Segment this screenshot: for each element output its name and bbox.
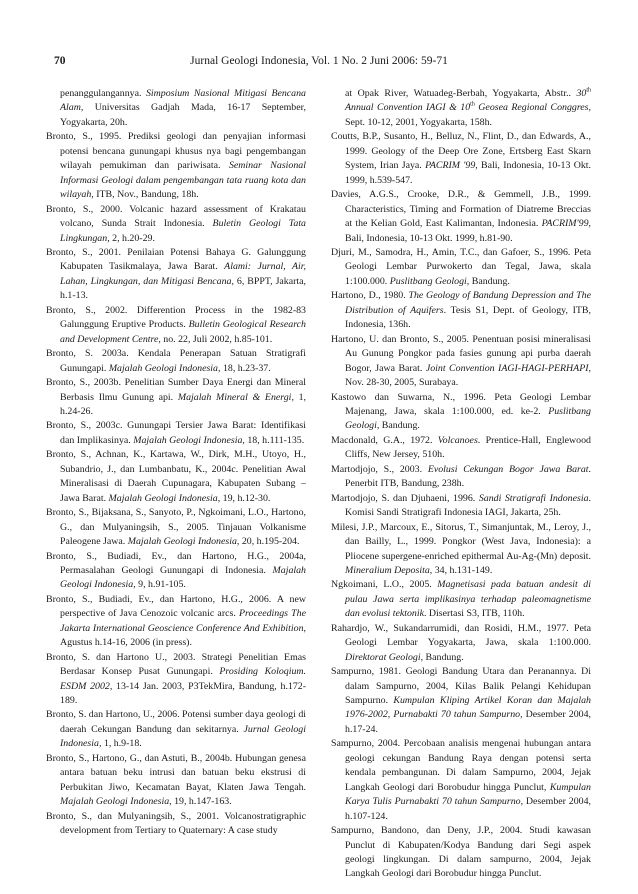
reference-text: Davies, A.G.S., Crooke, D.R., & Gemmell, J.B., 1999. Characteristics, Timing and Formation of Diatreme Breccias at the Kelian Gold, East Kalimantan, Indonesia. — [331, 189, 591, 230]
reference-entry — [46, 87, 306, 130]
reference-text: Martodjojo, S. dan Djuhaeni, 1996. — [331, 492, 479, 504]
reference-details: , 6, BPPT, Jakarta, h.1-13. — [60, 275, 306, 302]
reference-source: Evolusi Cekungan Bogor Jawa Barat — [427, 463, 589, 475]
reference-details: , Bandung. — [466, 275, 510, 287]
reference-text: Hartono, U. dan Bronto, S., 2005. Penentuan posisi mineralisasi Au Gunung Pongkor pada fasies gunung api purba daerah Bogor, Jawa Barat. — [331, 333, 591, 374]
reference-source: Magnetisasi pada batuan andesit di pulau Jawa serta implikasinya terhadap paleomagnetisme dan evolusi tektonik — [345, 579, 591, 620]
reference-entry — [46, 246, 306, 304]
reference-entry — [331, 246, 591, 289]
reference-source: Mineralium Deposita — [345, 564, 430, 576]
reference-source: Prosiding Koloqium. ESDM 2002 — [60, 666, 306, 692]
reference-text: penanggulangannya. — [60, 88, 146, 99]
left-column — [46, 87, 306, 839]
reference-entry — [331, 492, 591, 521]
reference-text: Bronto, S., 1995. Prediksi geologi dan penyajian informasi potensi bencana gunungapi khusus nya bagi pengembangan wilayah pemukiman dan pariwisata. — [46, 131, 306, 172]
reference-text: Bronto, S. 2003a. Kendala Penerapan Satuan Stratigrafi Gunungapi. — [46, 348, 306, 374]
reference-text: Bronto, S., dan Mulyaningsih, S., 2001. Volcanostratigraphic development from Tertiary to Quaternary: A case study — [46, 810, 306, 837]
reference-sup: th — [470, 102, 475, 109]
reference-details: , Bandung. — [420, 651, 464, 663]
reference-details: . Disertasi S3, ITB, 110h. — [423, 608, 525, 620]
reference-entry — [331, 87, 591, 130]
page-number: 70 — [54, 55, 66, 67]
reference-text: Bronto, S., Bijaksana, S., Sanyoto, P., Ngkoimani, L.O., Hartono, G., dan Mulyaningsih, S., 2005. Tinjauan Volkanisme Paleogene Jawa. — [46, 507, 306, 548]
reference-entry — [46, 810, 306, 839]
reference-source: Majalah Geologi Indonesia — [127, 536, 237, 548]
reference-text: Bronto, S., Hartono, G., dan Astuti, B., 2004b. Hubungan genesa antara batuan beku intrusi dan batuan beku ekstrusi di Perbukitan Jiwo, Kecamatan Bayat, Klaten Jawa Tengah. — [46, 752, 306, 793]
reference-source: Sandi Stratigrafi Indonesia — [478, 492, 589, 504]
reference-sup: th — [586, 87, 591, 94]
reference-text: Bronto, S., Achnan, K., Kartawa, W., Dirk, M.H., Utoyo, H., Subandrio, J., dan Lumbanbatu, K., 2004c. Penelitian Awal Mineralisasi di Daerah Cupunagara, Kabupaten Subang – Jawa Barat. — [46, 449, 306, 504]
reference-entry — [331, 665, 591, 737]
reference-details: , 2, h.20-29. — [107, 232, 155, 244]
reference-text: at Opak River, Watuadeg-Berbah, Yogyakarta, Abstr.. — [345, 88, 577, 99]
reference-entry — [331, 434, 591, 463]
reference-entry — [46, 304, 306, 347]
reference-source: 30 — [576, 88, 587, 99]
reference-source: The Geology of Bandung Depression and The Distribution of Aquifers — [345, 290, 591, 316]
reference-text: Djuri, M., Samodra, H., Amin, T.C., dan Gafoer, S., 1996. Peta Geologi Lembar Purwokerto dan Tegal, Jawa, skala 1:100.000. — [331, 246, 591, 287]
reference-source: PACRIM '99 — [425, 160, 476, 172]
reference-entry — [331, 289, 591, 332]
reference-entry — [46, 550, 306, 593]
reference-text: Coutts, B.P., Susanto, H., Belluz, N., Flint, D., dan Edwards, A., 1999. Geology of the Deep Ore Zone, Ertsberg East Skarn System, Irian Jaya. — [331, 131, 591, 172]
reference-details: . Tesis S1, Dept. of Geology, ITB, Indonesia, 136h. — [345, 304, 591, 331]
reference-text: Sampurno, 1981. Geologi Bandung Utara dan Peranannya. Di dalam Sampurno, 2004, Kilas Balik Pelangi Kehidupan Sampurno. — [331, 666, 591, 707]
reference-entry — [46, 506, 306, 549]
reference-text: Bronto, S., 2001. Penilaian Potensi Bahaya G. Galunggung Kabupaten Tasikmalaya, Jawa Barat. — [46, 246, 306, 273]
reference-source: Geosea Regional Conggres — [474, 102, 589, 114]
reference-entry — [331, 521, 591, 579]
reference-source: Bulletin Geological Research and Development Centre — [60, 319, 306, 345]
reference-details: , 20, h.195-204. — [236, 536, 300, 548]
reference-entry — [331, 578, 591, 621]
reference-details: . Penerbit ITB, Bandung, 238h. — [345, 463, 592, 490]
reference-entry — [331, 463, 591, 492]
reference-text: Milesi, J.P., Marcoux, E., Sitorus, T., Simanjuntak, M., Leroy, J., dan Bailly, L., 1999. Pongkor (West Java, Indonesia): a Pliocene supergene-enriched epithermal Au-Ag-(Mn) deposit. — [331, 521, 591, 562]
reference-details: , Agustus h.14-16, 2006 (in press). — [60, 622, 306, 649]
reference-text: Bronto, S., Budiadi, Ev., dan Hartono, H.G., 2004a, Permasalahan Geologi Gunungapi di Indonesia. — [46, 550, 306, 576]
reference-text: Bronto, S. dan Hartono U., 2003. Strategi Penelitian Emas Berdasar Konsep Pusat Gunungapi. — [46, 651, 306, 678]
reference-source: Seminar Nasional Informasi Geologi dalam pengembangan tata ruang kota dan wilayah — [60, 160, 306, 201]
reference-source: Puslitbang Geologi — [389, 275, 467, 287]
reference-text: Bronto, S. dan Hartono, U., 2006. Potensi sumber daya geologi di daerah Cekungan Bandung dan sekitarnya. — [46, 709, 307, 735]
reference-entry — [331, 391, 591, 434]
reference-text: Sampurno, 2004. Percobaan analisis mengenai hubungan antara geologi cekungan Bandung Raya dengan potensi serta kendala pembangunan. Di dalam Sampurno, 2004, Jejak Langkah Geologi dari Borobudur hingga Punclut, — [331, 738, 591, 793]
reference-details: , Desember 2004, h.17-24. — [345, 709, 591, 735]
reference-source: Majalah Geologi Indonesia — [60, 796, 170, 808]
reference-text: Sampurno, Bandono, dan Deny, J.P., 2004. Studi kawasan Punclut di Kabupaten/Kodya Bandung dari Segi aspek geologi lingkungan. Di dalam sampurno, 2004, Jejak Langkah Geologi dari Borobudur hingga Punclut. — [331, 825, 591, 880]
reference-details: , no. 22, Juli 2002, h.85-101. — [158, 333, 273, 345]
reference-entry — [46, 130, 306, 202]
reference-details: , ITB, Nov., Bandung, 18h. — [91, 189, 199, 201]
reference-details: . Prentice-Hall, Englewood Cliffs, New Jersey, 510h. — [345, 434, 591, 461]
reference-source: Joint Convention IAGI-HAGI-PERHAPI — [425, 362, 589, 374]
reference-source: Simposium Nasional Mitigasi Bencana Alam — [60, 88, 306, 114]
reference-text: Rahardjo, W., Sukandarrumidi, dan Rosidi, H.M., 1977. Peta Geologi Lembar Yogyakarta, Jawa, skala 1:100.000. — [331, 622, 591, 649]
reference-entry — [46, 419, 306, 448]
reference-source: Buletin Geologi Tata Lingkungan — [60, 218, 306, 244]
reference-entry — [331, 188, 591, 246]
reference-entry — [331, 737, 591, 824]
reference-source: Majalah Geologi Indonesia — [108, 492, 218, 504]
reference-text: Kastowo dan Suwarna, N., 1996. Peta Geologi Lembar Majenang, Jawa, skala 1:100.000, ed. ke-2. — [331, 391, 591, 417]
reference-details: . Komisi Sandi Stratigrafi Indonesia IAGI, Jakarta, 25h. — [345, 492, 591, 519]
reference-source: Alami: Jurnal, Air, Lahan, Lingkungan, dan Mitigasi Bencana — [60, 261, 306, 287]
reference-entry — [331, 333, 591, 391]
reference-text: Bronto, S., 2002. Differention Process in the 1982-83 Galunggung Eruptive Products. — [46, 304, 306, 331]
reference-source: Volcanoes — [437, 434, 478, 446]
reference-details: , 19, h.12-30. — [217, 492, 271, 504]
reference-details: , 1, h.24-26. — [60, 391, 307, 417]
reference-details: , Desember 2004, h.107-124. — [345, 796, 592, 822]
reference-entry — [331, 824, 591, 882]
reference-entry — [46, 651, 306, 709]
reference-text: Macdonald, G.A., 1972. — [331, 434, 438, 446]
reference-text: Bronto, S., 2003c. Gunungapi Tersier Jawa Barat: Identifikasi dan Implikasinya. — [46, 420, 306, 446]
reference-details: , 18, h.23-37. — [218, 362, 271, 374]
reference-details: , 18, h.111-135. — [242, 434, 305, 446]
reference-source: Jurnal Geologi Indonesia — [60, 723, 306, 750]
reference-entry — [46, 593, 306, 651]
reference-entry — [331, 130, 591, 188]
reference-entry — [46, 708, 306, 751]
reference-entry — [46, 376, 306, 419]
reference-details: , Bali, Indonesia, 10-13 Okt. 1999, h.539-547. — [345, 160, 591, 186]
reference-details: , 9, h.91-105. — [133, 579, 186, 591]
reference-entry — [46, 752, 306, 810]
reference-entry — [331, 622, 591, 665]
reference-entry — [46, 347, 306, 376]
reference-source: Majalah Geologi Indonesia — [108, 362, 218, 374]
reference-source: Majalah Mineral & Energi — [177, 391, 292, 403]
reference-text: Bronto, S., 2000. Volcanic hazard assessment of Krakatau volcano, Sunda Strait Indonesia. — [46, 203, 306, 230]
reference-details: , 34, h.131-149. — [429, 564, 493, 576]
right-column — [331, 87, 591, 882]
reference-details: , Sept. 10-12, 2001, Yogyakarta, 158h. — [345, 102, 591, 128]
reference-source: Majalah Geologi Indonesia — [60, 564, 306, 591]
reference-source: PACRIM'99 — [541, 218, 589, 230]
reference-source: Kumpulan Kliping Artikel Koran dan Majalah 1976-2002, Purnabakti 70 tahun Sampurno — [345, 695, 591, 721]
reference-details: , Nov. 28-30, 2005, Surabaya. — [345, 362, 591, 389]
reference-details: , 19, h.147-163. — [169, 796, 232, 808]
journal-citation: Jurnal Geologi Indonesia, Vol. 1 No. 2 Juni 2006: 59-71 — [190, 55, 448, 67]
reference-source: Direktorat Geologi — [345, 651, 421, 663]
reference-text: Ngkoimani, L.O., 2005. — [331, 579, 438, 591]
reference-details: , 13-14 Jan. 2003, P3TekMira, Bandung, h.172-189. — [60, 680, 307, 707]
reference-details: , Bandung. — [376, 420, 420, 432]
reference-source: Kumpulan Karya Tulis Purnabakti 70 tahun Sampurno — [345, 781, 591, 808]
reference-source: Proceedings The Jakarta International Geoscience Conference And Exhibition — [60, 608, 306, 634]
reference-source: Majalah Geologi Indonesia — [133, 434, 243, 446]
page-header — [54, 53, 584, 69]
reference-details: , Universitas Gadjah Mada, 16-17 September, Yogyakarta, 20h. — [60, 102, 306, 128]
reference-details: , 1, h.9-18. — [98, 738, 142, 750]
reference-text: Bronto, S., Budiadi, Ev., dan Hartono, H.G., 2006. A new perspective of Java Cenozoic volcanic arcs. — [46, 593, 306, 620]
reference-source: Puslitbang Geologi — [345, 405, 591, 432]
reference-text: Martodjojo, S., 2003. — [331, 463, 428, 475]
reference-source: Annual Convention IAGI & 10 — [345, 102, 471, 114]
reference-entry — [46, 448, 306, 506]
reference-details: , Bali, Indonesia, 10-13 Okt. 1999, h.81-90. — [345, 218, 591, 244]
reference-text: Bronto, S., 2003b. Penelitian Sumber Daya Energi dan Mineral Berbasis Ilmu Gunung api. — [46, 377, 306, 403]
reference-text: Hartono, D., 1980. — [331, 290, 409, 302]
reference-entry — [46, 203, 306, 246]
